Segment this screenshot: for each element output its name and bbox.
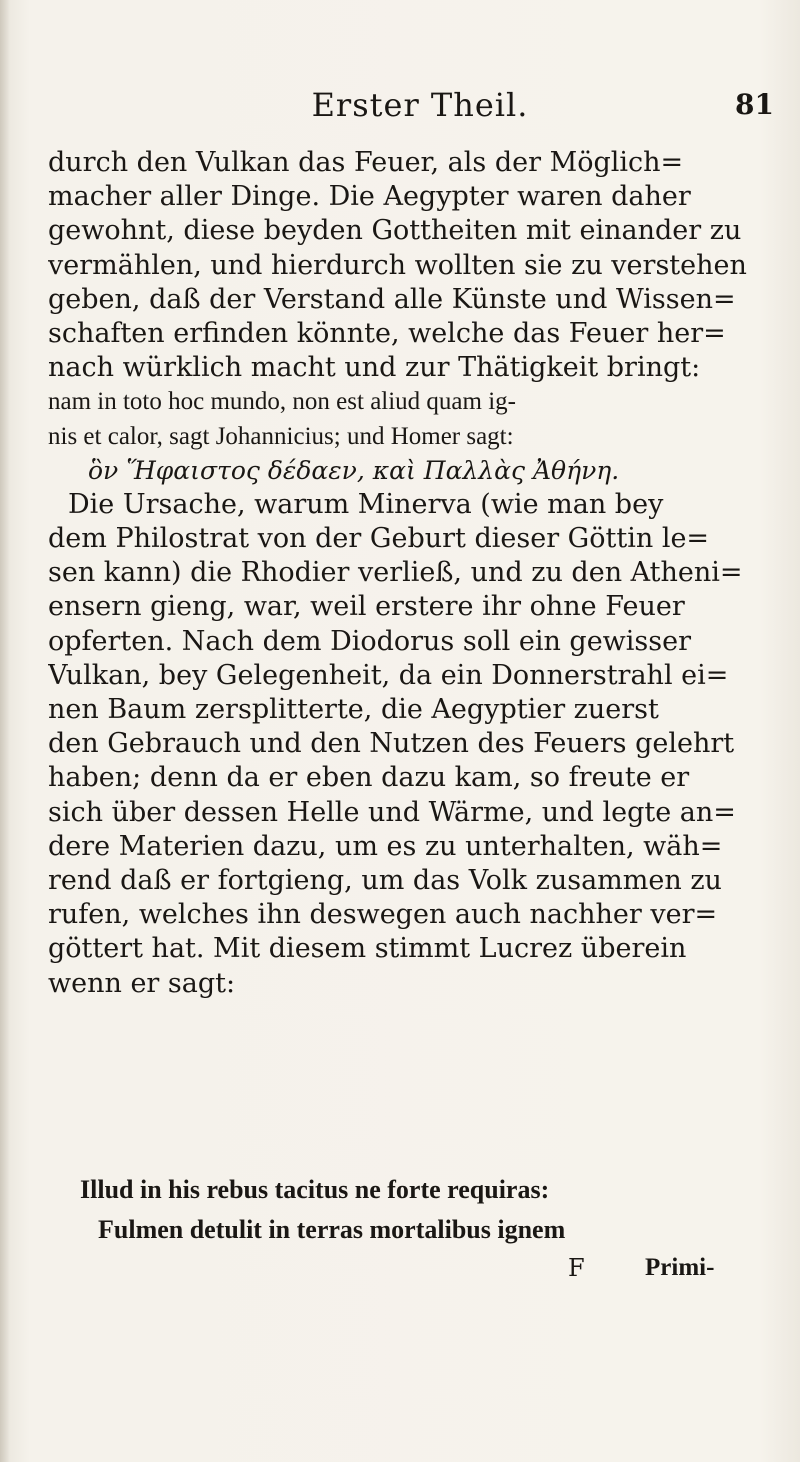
- running-head: Erster Theil.: [311, 86, 529, 124]
- text-line: nen Baum zersplitterte, die Aegyptier zuerst: [48, 694, 659, 725]
- text-line: nach würklich macht und zur Thätigkeit bringt:: [48, 352, 701, 384]
- text-line: Die Ursache, warum Minerva (wie man bey: [68, 488, 664, 520]
- latin-verse-quote: [80, 1170, 770, 1250]
- text-line: rufen, welches ihn deswegen auch nachher ver=: [48, 899, 718, 931]
- page-number: 81: [735, 88, 774, 121]
- text-line: macher aller Dinge. Die Aegypter waren daher: [48, 181, 691, 213]
- text-line: vermählen, und hierdurch wollten sie zu verstehen: [48, 249, 747, 281]
- text-line-latin: nis et calor, sagt Johannicius; und Homer sagt:: [48, 422, 514, 450]
- text-line: gewohnt, diese beyden Gottheiten mit einander zu: [48, 215, 742, 247]
- page-header: [0, 86, 800, 136]
- text-line: haben; denn da er eben dazu kam, so freute er: [48, 762, 690, 794]
- text-line-latin: nam in toto hoc mundo, non est aliud quam ig-: [48, 388, 516, 416]
- text-line: wenn er sagt:: [48, 967, 236, 999]
- text-line: schaften erfinden könnte, welche das Feuer her=: [48, 317, 726, 349]
- verse-line: Illud in his rebus tacitus ne forte requiras:: [80, 1175, 550, 1204]
- text-line: geben, daß der Verstand alle Künste und Wissen=: [48, 283, 736, 315]
- text-line: sich über dessen Helle und Wärme, und legte an=: [48, 796, 736, 828]
- greek-quotation: ὃν Ἥφαιστος δέδαεν, καὶ Παλλὰς Ἀθήνη.: [88, 455, 620, 485]
- text-line: den Gebrauch und den Nutzen des Feuers gelehrt: [48, 728, 735, 760]
- signature-mark: F: [568, 1254, 585, 1282]
- text-line: dem Philostrat von der Geburt dieser Göttin le=: [48, 523, 710, 555]
- text-line: rend daß er fortgieng, um das Volk zusammen zu: [48, 864, 722, 896]
- page-gutter-shadow: [0, 0, 10, 1462]
- text-line: durch den Vulkan das Feuer, als der Möglich=: [48, 147, 684, 178]
- text-line: dere Materien dazu, um es zu unterhalten, wäh=: [48, 830, 723, 862]
- text-line: Vulkan, bey Gelegenheit, da ein Donnerstrahl ei=: [48, 659, 729, 691]
- text-line: ensern gieng, war, weil erstere ihr ohne Feuer: [48, 591, 685, 623]
- text-line: göttert hat. Mit diesem stimmt Lucrez überein: [48, 933, 687, 965]
- body-text: [48, 146, 768, 1001]
- catchword: Primi-: [645, 1254, 715, 1281]
- text-line: sen kann) die Rhodier verließ, und zu den Atheni=: [48, 557, 743, 589]
- text-line: opferten. Nach dem Diodorus soll ein gewisser: [48, 625, 692, 657]
- verse-line: Fulmen detulit in terras mortalibus ignem: [98, 1215, 566, 1244]
